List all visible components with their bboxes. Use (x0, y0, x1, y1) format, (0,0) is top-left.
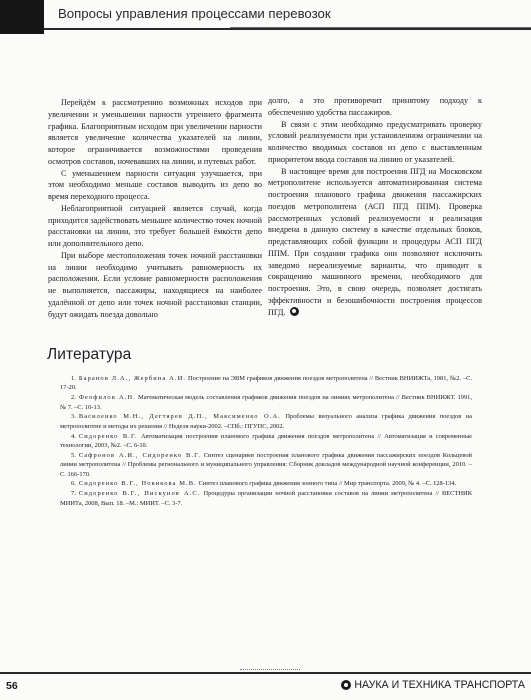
reference-text: Синтез планового графика движения зонного типа // Мир транспорта. 2009, № 4. –С. 128-134. (198, 480, 457, 488)
reference-number: 1. (71, 375, 76, 382)
reference-text: Автоматизация построения планового графика движения поездов метрополитена // Автоматизация и современные технологии, 2003, №2. –С. 6-10. (60, 432, 473, 450)
reference-number: 7. (71, 490, 76, 498)
reference-number: 6. (71, 480, 76, 488)
reference-text: Построение на ЭВМ графиков движения поездов метрополитена // Вестник ВНИИЖТа, 1981, №2. –С. 17-20. (60, 375, 473, 392)
literature-heading: Литература (47, 346, 132, 363)
reference-number: 2. (71, 394, 76, 402)
paragraph: Перейдём к рассмотрению возможных исходов при увеличении и уменьшении парности утреннего фрагмента графика. Благоприятным исходом при увеличении парности является увеличение количества указателей на линии, которое ограничивается возможностями проведения осмотров составов, ночевавших на линии, и путевых работ. (48, 98, 262, 166)
journal-logo-icon (341, 680, 351, 690)
paragraph: В связи с этим необходимо предусматривать проверку условий реализуемости при установленном ограничении на количество вводимых составов из депо с выставленным приоритетом ввода составов на линию от указателей. (268, 119, 482, 164)
header-black-block (0, 0, 44, 34)
reference-item (60, 432, 472, 451)
reference-authors: Феофилов А.Н. (78, 394, 136, 402)
journal-name (341, 679, 525, 691)
paragraph: долго, а это противоречит принятому подходу к обеспечению удобства пассажиров. (268, 96, 482, 117)
reference-item (60, 451, 472, 479)
footer-rule (0, 672, 531, 674)
reference-number: 3. (71, 413, 76, 421)
reference-authors: Сидоренко В.Г. (78, 432, 138, 440)
reference-text: Процедуры организации ночной расстановки составов на линии метрополитена // ВЕСТНИК МИИТа, 2008, Вып. 18. –М.: МИИТ. –С. 3-7. (60, 490, 472, 507)
reference-item (60, 479, 472, 488)
reference-authors: Сафронов А.И., Сидоренко В.Г. (78, 451, 201, 459)
reference-number: 5. (71, 451, 76, 459)
reference-item (60, 412, 472, 431)
end-of-article-icon (290, 307, 299, 316)
reference-authors: Василенко М.Н., Дегтярев Д.П., Максименко О.А. (78, 413, 281, 421)
paragraph: Неблагоприятной ситуацией является случай, когда приходится задействовать меньшее количество точек ночной расстановки на линии, это требует большей ёмкости депо или дополнительного депо. (48, 203, 262, 248)
reference-authors: Сидоренко В.Г., Новикова М.В. (78, 480, 197, 488)
text-column-right (268, 95, 482, 318)
paragraph-text: В настоящее время для построения ПГД на Московском метрополитене используется автоматизированная система построения планового графика движения пассажирских поездов метрополитена (АСП ПГД ППМ). Проверка рассмотренных условий реализуемости и реализация внедрена в данную систему в качестве отдельных блоков, представляющих собой функции и процедуры АСП ПГД ППМ. При создании графика они позволяют исключить заведомо нереализуемые варианты, что приводит к сокращению машинного времени, необходимого для построения. Это, в свою очередь, позволяет достигать эффективности и безошибочности построения процессов ПГД. (268, 166, 482, 317)
footer-dotted-rule (240, 669, 300, 671)
paragraph-last (268, 166, 482, 319)
text-column-left (48, 97, 262, 320)
reference-list (60, 374, 472, 508)
reference-text: Проблемы визуального анализа графика движения поездов на метрополитене и методы их решения // Неделя науки-2002. –СПб.: ПГУПС, 2002. (60, 413, 473, 430)
reference-authors: Баранов Л.А., Жербина А.И. (78, 375, 187, 382)
reference-text: Математическая модель составления графиков движения поездов на линиях метрополитена // Вестник ВНИИЖТ. 1991, № 7. –С. 10-13. (60, 394, 472, 411)
running-header-title: Вопросы управления процессами перевозок (58, 6, 331, 21)
page-number: 56 (6, 680, 18, 692)
header-rule (44, 28, 531, 30)
reference-item (60, 489, 472, 508)
reference-authors: Сидоренко В.Г., Пискунов А.С. (78, 490, 201, 498)
paragraph: При выборе местоположения точек ночной расстановки на линии необходимо учитывать равномерность их расположения. Если условие равномерности расположения не выполняется, пассажиры, находящиеся на наиболее удалённой от депо или точек ночной расстановки станции, будут ожидать поезда довольно (48, 250, 262, 319)
journal-title: НАУКА И ТЕХНИКА ТРАНСПОРТА (354, 679, 525, 691)
reference-item (60, 393, 472, 412)
paragraph: С уменьшением парности ситуация улучшается, при этом необходимо меньше составов выводить из депо во время переходного процесса. (48, 168, 262, 201)
reference-text: Синтез сценариев построения планового графика движения пассажирских поездов Кольцевой линии метрополитена // Проблемы регионального и муниципального управления: Сборник докладов международной научной конференции, 2010. –С. 166-170. (60, 451, 472, 478)
reference-item (60, 374, 472, 393)
reference-number: 4. (71, 432, 76, 440)
